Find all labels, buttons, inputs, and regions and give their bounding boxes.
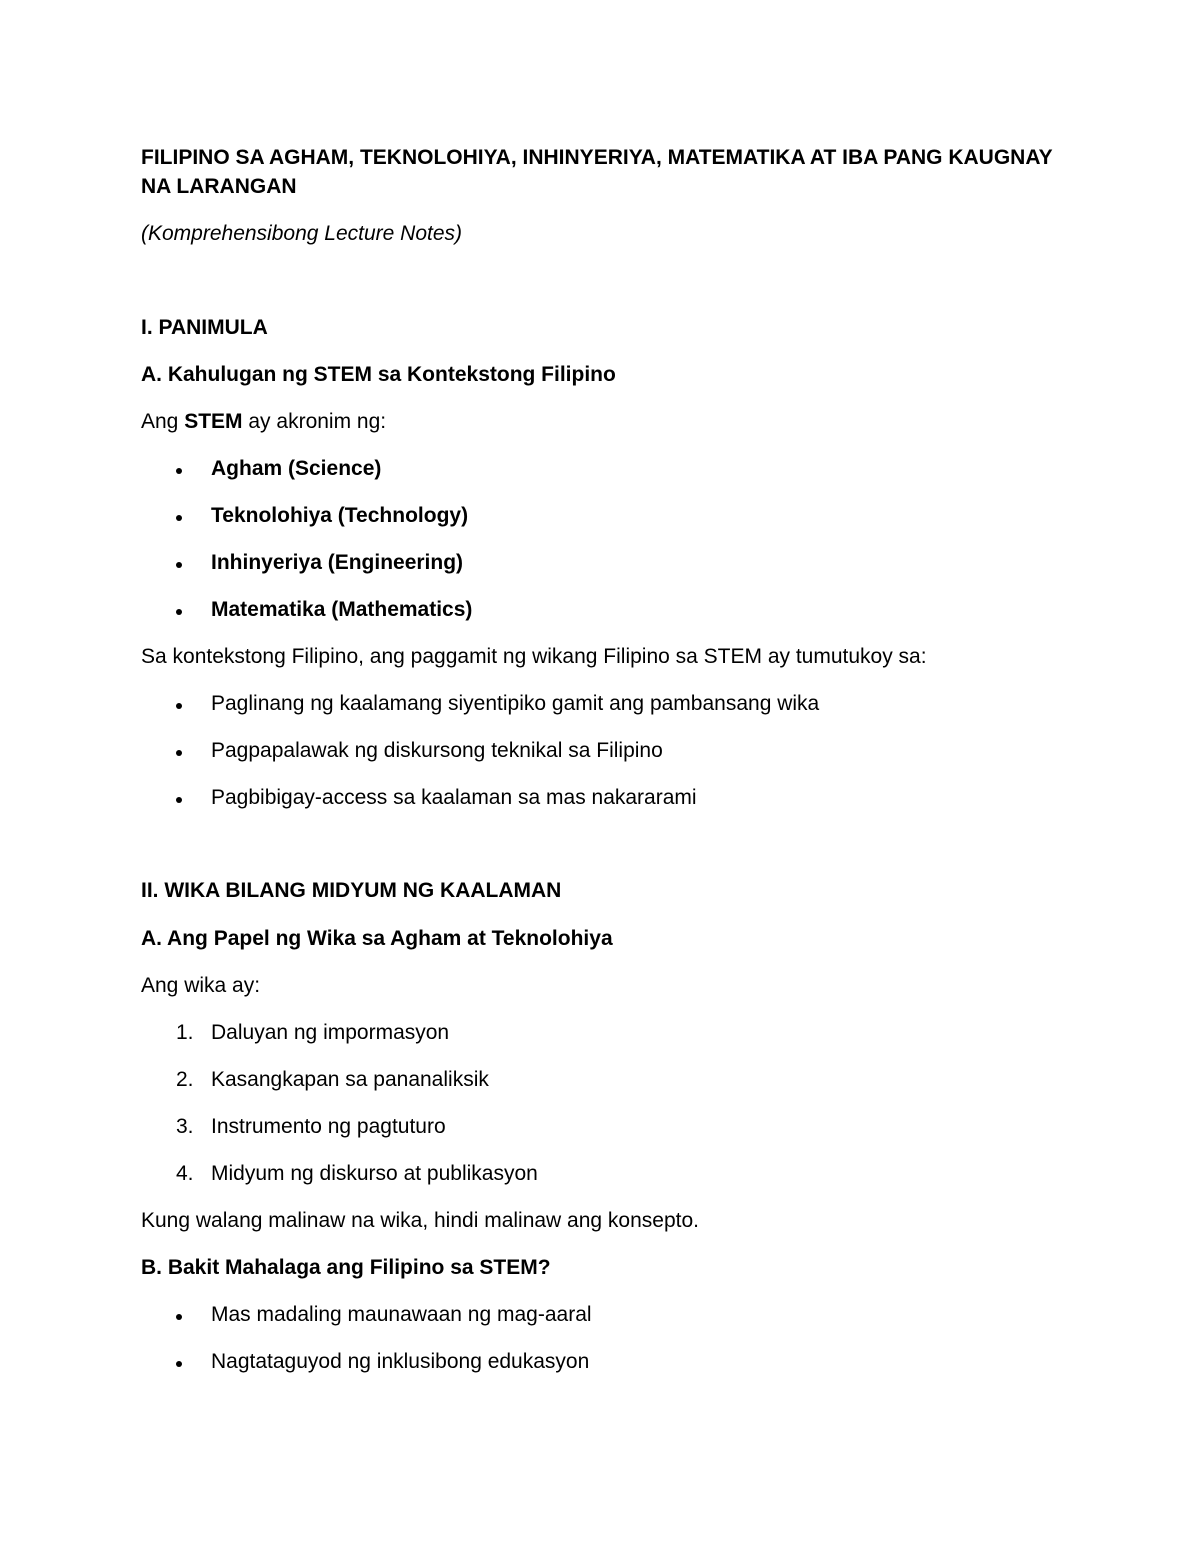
- list-item-acronym: Teknolohiya (Technology): [211, 504, 469, 527]
- section-heading-wika: II. WIKA BILANG MIDYUM NG KAALAMAN: [141, 879, 562, 902]
- wika-intro-paragraph: Ang wika ay:: [141, 974, 261, 997]
- list-item-acronym: Agham (Science): [211, 457, 382, 480]
- list-item-acronym: Matematika (Mathematics): [211, 598, 473, 621]
- stem-intro-paragraph: [141, 410, 386, 434]
- list-number: 3.: [176, 1115, 194, 1138]
- document-title: FILIPINO SA AGHAM, TEKNOLOHIYA, INHINYERIYA, MATEMATIKA AT IBA PANG KAUGNAY NA LARANGAN: [141, 146, 1053, 198]
- subsection-heading-bakit: B. Bakit Mahalaga ang Filipino sa STEM?: [141, 1256, 551, 1279]
- subsection-heading-papel: A. Ang Papel ng Wika sa Agham at Teknolohiya: [141, 927, 613, 950]
- list-item-reason: Mas madaling maunawaan ng mag-aaral: [211, 1303, 592, 1326]
- stem-intro-bold: STEM: [184, 410, 243, 433]
- subsection-heading-kahulugan: A. Kahulugan ng STEM sa Kontekstong Filipino: [141, 363, 616, 386]
- bullet-icon: [176, 609, 182, 615]
- bullet-icon: [176, 1361, 182, 1367]
- bullet-icon: [176, 562, 182, 568]
- numbered-list-item: Kasangkapan sa pananaliksik: [211, 1068, 489, 1091]
- bullet-icon: [176, 468, 182, 474]
- stem-intro-suffix: ay akronim ng:: [242, 410, 387, 433]
- numbered-list-item: Midyum ng diskurso at publikasyon: [211, 1162, 538, 1185]
- numbered-list-item: Instrumento ng pagtuturo: [211, 1115, 446, 1138]
- list-number: 2.: [176, 1068, 194, 1091]
- document-subtitle: (Komprehensibong Lecture Notes): [141, 222, 463, 245]
- list-item-context: Paglinang ng kaalamang siyentipiko gamit ang pambansang wika: [211, 692, 820, 715]
- stem-intro-prefix: Ang: [141, 410, 185, 433]
- bullet-icon: [176, 750, 182, 756]
- conclusion-paragraph: Kung walang malinaw na wika, hindi malinaw ang konsepto.: [141, 1209, 699, 1232]
- numbered-list-item: Daluyan ng impormasyon: [211, 1021, 450, 1044]
- bullet-icon: [176, 703, 182, 709]
- list-item-context: Pagbibigay-access sa kaalaman sa mas nakararami: [211, 786, 697, 809]
- context-paragraph: Sa kontekstong Filipino, ang paggamit ng wikang Filipino sa STEM ay tumutukoy sa:: [141, 645, 927, 668]
- list-item-reason: Nagtataguyod ng inklusibong edukasyon: [211, 1350, 590, 1373]
- bullet-icon: [176, 1314, 182, 1320]
- list-number: 4.: [176, 1162, 194, 1185]
- bullet-icon: [176, 515, 182, 521]
- bullet-icon: [176, 797, 182, 803]
- list-item-acronym: Inhinyeriya (Engineering): [211, 551, 464, 574]
- list-number: 1.: [176, 1021, 194, 1044]
- section-heading-panimula: I. PANIMULA: [141, 316, 268, 339]
- list-item-context: Pagpapalawak ng diskursong teknikal sa Filipino: [211, 739, 663, 762]
